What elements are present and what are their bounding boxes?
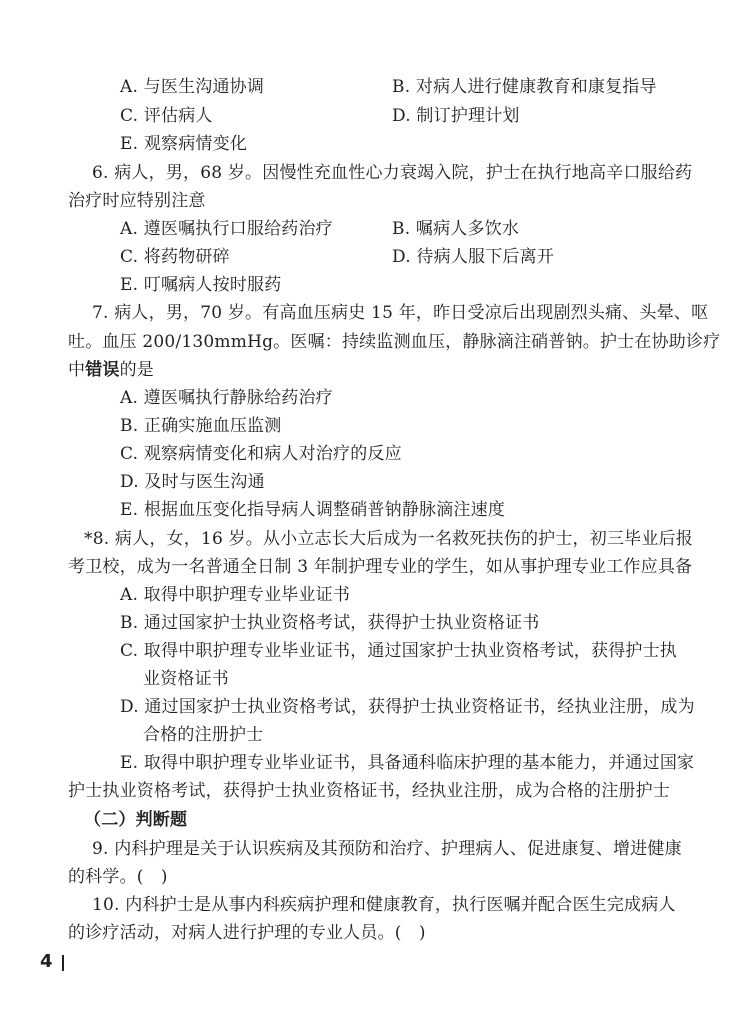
q8-option-a: A. 取得中职护理专业毕业证书: [120, 585, 351, 605]
q6-option-a: A. 遵医嘱执行口服给药治疗: [120, 219, 333, 239]
q5-option-c: C. 评估病人: [120, 106, 213, 126]
q8-option-e-row-2: [0, 776, 730, 806]
q7-stem-pre: 中: [68, 360, 86, 380]
q10-text-2: 的诊疗活动，对病人进行护理的专业人员。( ): [68, 923, 426, 943]
q8-stem-text-2: 考卫校，成为一名普通全日制 3 年制护理专业的学生，如从事护理专业工作应具备: [68, 557, 693, 577]
q7-option-b-row: [0, 411, 730, 441]
q9-line-1: [0, 834, 730, 864]
q6-option-e: E. 叮嘱病人按时服药: [120, 275, 282, 295]
q7-option-c: C. 观察病情变化和病人对治疗的反应: [120, 444, 402, 464]
q6-options-row-2: [0, 242, 730, 272]
q8-option-b: B. 通过国家护士执业资格考试，获得护士执业资格证书: [120, 613, 540, 633]
q8-option-a-row: [0, 580, 730, 610]
q8-stem-text-1: *8. 病人，女，16 岁。从小立志长大后成为一名救死扶伤的护士，初三毕业后报: [84, 529, 693, 549]
q6-option-c: C. 将药物研碎: [120, 247, 230, 267]
q10-text-1: 10. 内科护士是从事内科疾病护理和健康教育，执行医嘱并配合医生完成病人: [92, 895, 676, 915]
q8-option-e-text-2: 护士执业资格考试，获得护士执业资格证书，经执业注册，成为合格的注册护士: [68, 781, 670, 801]
q7-stem-line-1: [0, 298, 730, 328]
q5-option-b: B. 对病人进行健康教育和康复指导: [392, 77, 657, 97]
q6-options-row-1: [0, 214, 730, 244]
q8-stem-line-1: [0, 524, 730, 554]
q7-option-d-row: [0, 467, 730, 497]
q9-line-2: [0, 862, 730, 892]
q10-line-1: [0, 890, 730, 920]
q6-stem-text-1: 6. 病人，男，68 岁。因慢性充血性心力衰竭入院，护士在执行地高辛口服给药: [92, 163, 693, 183]
q8-option-c-row-1: [0, 636, 730, 666]
q7-option-b: B. 正确实施血压监测: [120, 416, 282, 436]
q8-option-e-text-1: E. 取得中职护理专业毕业证书，具备通科临床护理的基本能力，并通过国家: [120, 753, 695, 773]
q6-stem-line-2: [0, 186, 730, 216]
q5-option-a: A. 与医生沟通协调: [120, 77, 265, 97]
q9-text-1: 9. 内科护理是关于认识疾病及其预防和治疗、护理病人、促进康复、增进健康: [92, 839, 682, 859]
q5-options-row-1: [0, 72, 730, 102]
section-heading: （二）判断题: [84, 810, 188, 830]
q5-option-e: E. 观察病情变化: [120, 134, 248, 154]
q7-option-d: D. 及时与医生沟通: [120, 472, 265, 492]
q8-option-c-row-2: [0, 664, 730, 694]
q7-option-a-row: [0, 383, 730, 413]
q8-option-c-text-2: 业资格证书: [143, 669, 229, 689]
q8-option-d-row-1: [0, 692, 730, 722]
q8-option-d-row-2: [0, 720, 730, 750]
q6-options-row-3: [0, 270, 730, 300]
q6-stem-line-1: [0, 158, 730, 188]
q7-stem-emphasis: 错误: [85, 360, 120, 380]
q7-stem-text-2: 吐。血压 200/130mmHg。医嘱：持续监测血压，静脉滴注硝普钠。护士在协助诊疗: [68, 332, 721, 352]
q7-stem-text-1: 7. 病人，男，70 岁。有高血压病史 15 年，昨日受凉后出现剧烈头痛、头晕、呕: [92, 303, 709, 323]
q8-option-c-text-1: C. 取得中职护理专业毕业证书，通过国家护士执业资格考试，获得护士执: [120, 641, 678, 661]
section-heading-row: [0, 805, 730, 835]
q6-option-d: D. 待病人服下后离开: [392, 247, 555, 267]
q8-option-e-row-1: [0, 748, 730, 778]
q7-option-e: E. 根据血压变化指导病人调整硝普钠静脉滴注速度: [120, 500, 506, 520]
q6-stem-text-2: 治疗时应特别注意: [68, 191, 206, 211]
q8-option-b-row: [0, 608, 730, 638]
q7-stem-post: 的是: [119, 360, 155, 380]
footer-divider: [62, 955, 64, 971]
q8-option-d-text-1: D. 通过国家护士执业资格考试，获得护士执业资格证书，经执业注册，成为: [120, 697, 695, 717]
q7-stem-text-3: [68, 355, 154, 385]
page-number: 4: [40, 951, 53, 972]
q5-options-row-3: [0, 129, 730, 159]
q6-option-b: B. 嘱病人多饮水: [392, 219, 520, 239]
q7-option-a: A. 遵医嘱执行静脉给药治疗: [120, 388, 333, 408]
q7-option-e-row: [0, 495, 730, 525]
q7-option-c-row: [0, 439, 730, 469]
q5-options-row-2: [0, 101, 730, 131]
q7-stem-line-2: [0, 327, 730, 357]
q7-stem-line-3: [0, 355, 730, 385]
q8-stem-line-2: [0, 552, 730, 582]
q9-text-2: 的科学。( ): [68, 867, 168, 887]
q10-line-2: [0, 918, 730, 948]
q8-option-d-text-2: 合格的注册护士: [143, 725, 264, 745]
q5-option-d: D. 制订护理计划: [392, 106, 520, 126]
